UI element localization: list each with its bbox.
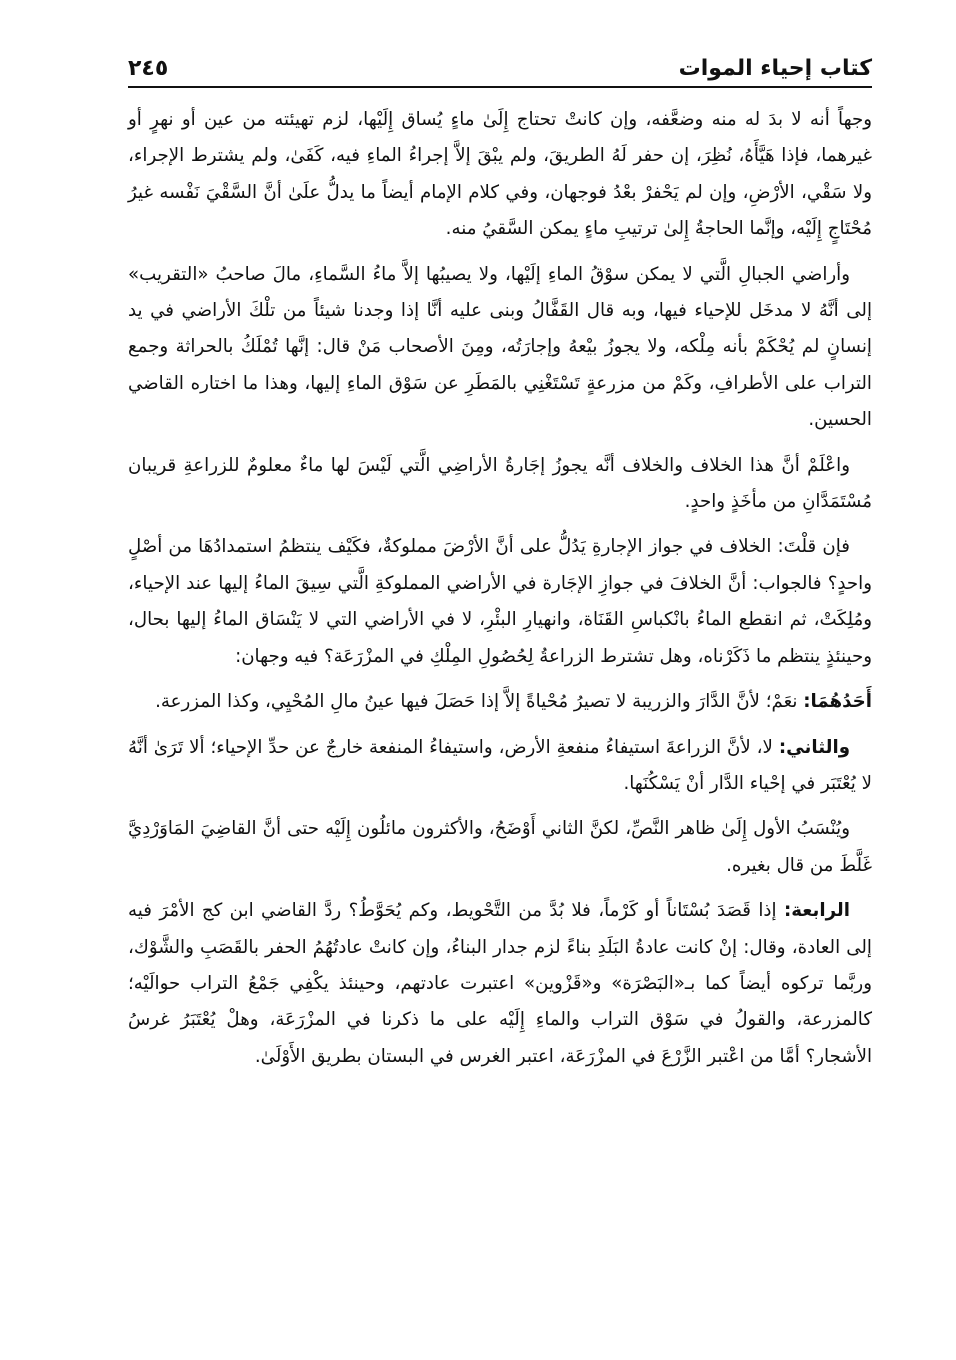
paragraph-lead: الرابعة:: [783, 900, 850, 922]
paragraph: [128, 684, 872, 720]
paragraph-text: ويُنْسَبُ الأول إِلَىٰ ظاهر النَّصِّ، لكنَّ الثاني أَوْضَحُ، والأكثرون مائلُون إِلَيْه حتى أنَّ القاضِيَ المَاوَرْدِيَّ غَلَّطَ من قال بغيره.: [128, 818, 872, 876]
page-body: [128, 102, 872, 1075]
header-rule: [128, 86, 872, 88]
paragraph: [128, 257, 872, 439]
page-number: ٢٤٥: [128, 56, 169, 81]
book-page: [128, 40, 872, 1330]
paragraph-text: إذا قَصَدَ بُسْتَاناً أو كَرْماً، فلا بُدَّ من التَّحْويط، وكم يُحَوَّطُ؟ ردَّ القاضي ابن كج الأمْرَ فيه إلى العادة، وقال: إنْ كانت عادةُ البَلَدِ بناءً لزم جدار البناءُ، وإن كانتْ عادتُهُمُ الحفر بالقَصَبِ والشَّوْك، وربَّما تركوه أيضاً كما بـ«البَصْرَة» و«قَزْوين» اعتبرت عادتهم، وحينئذ يكْفِي جَمْعُ التراب حوالَيْه؛ كالمزرعة، والقولُ في سَوْق التراب والماءِ إِلَيْه على ما ذكرنا في المزْرَعَة، وهلْ يُعْتَبَرُ غرسُ الأشجار؟ أمَّا من اعْتبر الزَّرْعَ في المزْرَعَة، اعتبر الغرس في البستان بطريق الأَوْلَىٰ.: [128, 900, 872, 1067]
paragraph-lead: والثاني:: [778, 736, 850, 758]
paragraph-text: وجهاً أنه لا بدَ له منه وضعَّفه، وإن كانتْ تحتاج إِلَىٰ ماءٍ يُساق إِلَيْها، لزم تهيئته من عين أو نهرٍ أو غيرهما، فإذا هَيَّأَهُ، نُظِرَ، إن حفر لَهُ الطريقَ، ولم يبْقَ إلاَّ إجراءُ الماءِ فيه، كَفَىٰ، ولم يشترط الإجراء، ولا سَقْي، الأرْضِ، وإن لم يَحْفرْ بعْدُ فوجهان، وفي كلام الإمام أيضاً ما يدلُّ علَىٰ أنَّ السَّقْيَ نَفْسه غيرُ مُحْتَاجٍ إِلَيْه، وإنَّما الحاجةُ إِلىٰ ترتيبِ ماءٍ يمكن السَّقيُ منه.: [128, 109, 872, 240]
paragraph-text: لا، لأنَّ الزراعةَ استيفاءُ منفعةِ الأرض، واستيفاءُ المنفعة خارجٌ عن حدِّ الإحياء؛ ألا تَرَىٰ أنَّهُ لا يُعْتَبَر في إحْياء الدَّار أنْ يَسْكُنَها.: [128, 736, 872, 794]
paragraph: [128, 811, 872, 884]
paragraph-text: فإن قلْتَ: الخلاف في جواز الإجارةِ يَدُلُّ على أنَّ الأرْضَ مملوكةٌ، فكَيْف ينتظمُ استمدادُهَا من أصْلٍ واحدٍ؟ فالجواب: أنَّ الخلافَ في جوازِ الإجَارة في الأراضي المملوكةِ الَّتي سِيقَ الماءُ إليها عند الإحياء، ومُلِكَتْ، ثم انقطع الماءُ بانْكباسِ القَنَاة، وانهيارِ البئْرِ، لا في الأراضي التي لا يَنْسَاق الماءُ إليها بحال، وحينئذٍ ينتظم ما ذَكَرْناه، وهل تشترط الزراعةُ لِحُصُولِ المِلْكِ في المزْرَعَة؟ فيه وجهان:: [128, 536, 872, 667]
paragraph-text: وأراضي الجبالِ الَّتي لا يمكن سوْقُ الماءِ إلَيْها، ولا يصيبُها إلاَّ ماءُ السَّماءِ، مالَ صاحبُ «التقريب» إلى أنَّهُ لا مدخَل للإحياء فيها، وبه قال القَفَّالُ وبنى عليه أنَّا إذا وجدنا شيئاً من تلْكَ الأراضي في يد إنسانٍ لم يُحْكَمْ بأنه مِلْكه، ولا يجوزُ بيْعهُ وإجارَتُه، ومِنَ الأصحاب مَنْ قال: إنَّها تُمْلَكُ بالحراثة وجمع التراب على الأطرافِ، وكَمْ من مزرعةٍ تَسْتَغْنِي بالمَطَرِ عن سَوْق الماءِ إليها، وهذا ما اختاره القاضي الحسين.: [128, 263, 872, 431]
paragraph-text: نعَمْ؛ لأنَّ الدَّارَ والزريبة لا تصيرُ مُحْياةً إلاَّ إذا حَصَلَ فيها عينُ مالِ المُحْيِي، وكذا المزرعة.: [155, 691, 798, 713]
paragraph: [128, 102, 872, 248]
book-title: كتاب إحياء الموات: [678, 56, 872, 81]
paragraph-text: واعْلَمْ أنَّ هذا الخلاف والخلاف أنَّه يجوزُ إجَارةُ الأراضِي الَّتي لَيْسَ لها ماءٌ معلومٌ للزراعةِ قريبان مُسْتَمَدَّانِ من مأخَذٍ واحدٍ.: [128, 454, 872, 513]
paragraph: [128, 893, 872, 1075]
paragraph: [128, 730, 872, 803]
paragraph: [128, 448, 872, 521]
running-head: [128, 40, 872, 84]
paragraph: [128, 529, 872, 675]
paragraph-lead: أَحَدُهُمَا:: [803, 691, 872, 713]
